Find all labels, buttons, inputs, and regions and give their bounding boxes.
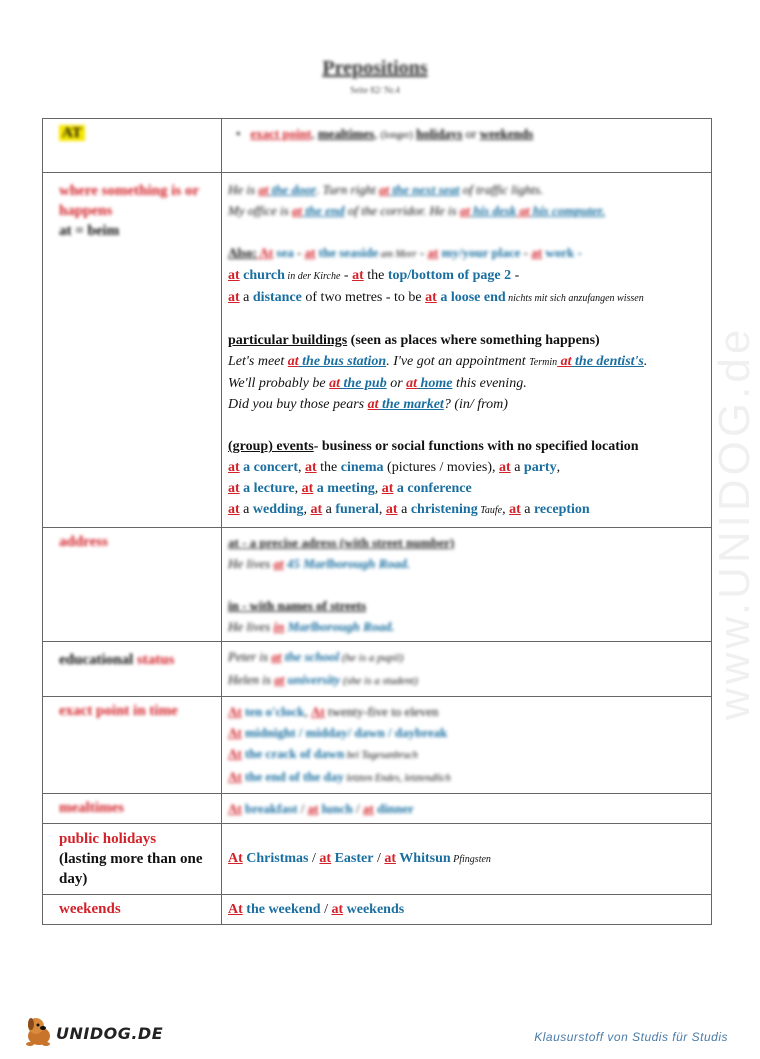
row-where-label-translation: at = beim <box>59 223 120 239</box>
text: at <box>258 182 269 197</box>
text: at <box>228 290 240 305</box>
text: at <box>319 851 332 866</box>
text: a meeting <box>313 481 375 496</box>
text: at <box>499 460 511 475</box>
text: my/your place <box>438 245 521 260</box>
text: his computer. <box>529 203 606 218</box>
text: . Turn right <box>316 182 379 197</box>
text: at <box>352 268 364 283</box>
row-mealtimes <box>43 794 712 824</box>
line <box>228 701 703 722</box>
line <box>228 242 703 265</box>
text: distance <box>252 290 302 305</box>
text: Whitsun <box>396 851 451 866</box>
text: his desk <box>469 203 517 218</box>
text: , <box>297 460 305 475</box>
text: At <box>228 769 242 784</box>
spacer <box>228 415 703 436</box>
text: / <box>373 851 385 866</box>
line: in - with names of streets <box>228 598 367 613</box>
line <box>228 287 703 309</box>
text: home <box>417 376 453 391</box>
text: wedding <box>252 502 304 517</box>
text: , <box>303 502 311 517</box>
text: at <box>425 290 437 305</box>
line <box>228 457 703 478</box>
line <box>228 722 703 743</box>
page-subtitle: Seite 82/ Nr.4 <box>350 85 400 95</box>
spacer <box>228 574 703 595</box>
text: (longer) <box>380 130 413 141</box>
text: party <box>523 460 557 475</box>
text: or <box>386 376 407 391</box>
text: at <box>291 203 303 218</box>
text: in der Kirche <box>284 271 341 282</box>
line <box>228 265 703 287</box>
row-educational-status <box>43 642 712 697</box>
row-address-content <box>222 528 712 642</box>
text: top/bottom of page 2 <box>387 268 512 283</box>
text: at <box>310 502 323 517</box>
text: At <box>228 801 242 816</box>
text: university <box>284 672 341 687</box>
row-holiday-content <box>222 824 712 895</box>
text: - <box>520 245 532 260</box>
text: status <box>133 652 175 668</box>
text: the end of the day <box>241 769 344 784</box>
text: - <box>340 268 353 283</box>
text: of two metres - to be <box>301 290 426 305</box>
text: a <box>239 290 253 305</box>
text: He is <box>228 182 259 197</box>
text: At <box>228 851 243 866</box>
text: a <box>520 502 534 517</box>
text: . <box>643 354 648 369</box>
text: My office is <box>228 203 292 218</box>
line <box>228 616 703 637</box>
line <box>228 373 703 394</box>
text: weekends <box>343 902 405 917</box>
text: at <box>406 376 418 391</box>
row-edu-label <box>43 642 222 697</box>
text: funeral <box>335 502 379 517</box>
row-where-label: where something is or happens <box>59 183 199 219</box>
text: , <box>294 481 302 496</box>
line <box>228 200 703 221</box>
text: at <box>379 182 390 197</box>
line <box>228 179 703 200</box>
text: the dentist's <box>571 354 644 369</box>
row-where-content <box>222 173 712 528</box>
text: mealtimes <box>317 126 375 141</box>
page-title: Prepositions <box>322 57 428 79</box>
text: Helen is <box>228 672 275 687</box>
footer-tagline: Klausurstoff von Studis für Studis <box>534 1030 728 1044</box>
text: nichts mit sich anzufangen wissen <box>505 293 644 304</box>
text: a conference <box>393 481 472 496</box>
line <box>228 499 703 521</box>
line <box>228 743 703 766</box>
text: at <box>531 245 543 260</box>
text: the market <box>378 397 444 412</box>
text: the <box>316 460 341 475</box>
text: Peter is <box>228 649 272 664</box>
text: reception <box>533 502 590 517</box>
text: the pub <box>340 376 387 391</box>
text: at <box>287 354 299 369</box>
text: (she is a student) <box>340 675 418 687</box>
text: at <box>228 502 240 517</box>
text: At <box>228 746 242 761</box>
text: Easter <box>331 851 374 866</box>
text: Marlborough Road. <box>284 619 395 634</box>
row-time-content <box>222 697 712 794</box>
text: at <box>273 556 284 571</box>
row-address-label: address <box>43 528 222 642</box>
text: a <box>510 460 524 475</box>
text: - business or social functions with no specified location <box>313 439 639 454</box>
text: a <box>239 502 253 517</box>
logo-text: UNIDOG.DE <box>56 1024 164 1043</box>
text: at <box>509 502 521 517</box>
line <box>228 394 703 415</box>
text: in <box>273 619 285 634</box>
row-holiday-label-cell <box>43 824 222 895</box>
text: At <box>228 704 242 719</box>
unidog-logo[interactable] <box>22 1014 164 1048</box>
text: letzten Endes, letztendlich <box>343 773 451 784</box>
text: At <box>311 704 325 719</box>
text: christening <box>410 502 478 517</box>
text: (group) events <box>228 439 314 454</box>
text: at <box>427 245 439 260</box>
prepositions-table <box>42 118 712 925</box>
text: He lives <box>228 556 274 571</box>
row-address <box>43 528 712 642</box>
text: bei Tagesanbruch <box>344 750 418 761</box>
text: - <box>511 268 520 283</box>
text: a <box>322 502 336 517</box>
text: Pfingsten <box>450 854 491 865</box>
line <box>228 646 703 669</box>
text: ? (in/ from) <box>443 397 508 412</box>
text: at <box>329 376 341 391</box>
line <box>228 669 703 692</box>
spacer <box>228 221 703 242</box>
text: work - <box>542 245 582 260</box>
text: - <box>416 245 428 260</box>
row-edu-content <box>222 642 712 697</box>
text: at <box>381 481 394 496</box>
row-meal-content <box>222 794 712 824</box>
text: dinner <box>373 801 414 816</box>
text: At <box>256 245 274 260</box>
text: , <box>378 502 386 517</box>
text: 45 Marlborough Road. <box>283 556 411 571</box>
text: weekends <box>479 126 534 141</box>
text: At <box>228 902 243 917</box>
row-holiday-label: public holidays <box>59 831 157 847</box>
text: a lecture <box>239 481 295 496</box>
text: the crack of dawn <box>241 746 345 761</box>
row-where <box>43 173 712 528</box>
text: / <box>320 902 332 917</box>
text: at <box>301 481 314 496</box>
row-weekends <box>43 895 712 925</box>
text: (he is a pupil) <box>339 652 404 664</box>
text: - <box>293 245 305 260</box>
text: sea <box>273 245 294 260</box>
text: at <box>384 851 397 866</box>
text: at <box>367 397 379 412</box>
text: at <box>385 502 398 517</box>
text: the bus station <box>298 354 387 369</box>
row-exact-point-in-time <box>43 697 712 794</box>
text: at <box>331 902 344 917</box>
text: at <box>516 203 530 218</box>
text: Also: <box>228 245 257 260</box>
text: or <box>465 126 477 141</box>
line: at - a precise adress (with street number) <box>228 535 455 550</box>
text: the seaside <box>315 245 379 260</box>
line <box>228 351 703 373</box>
row-weekend-label: weekends <box>43 895 222 925</box>
text: , <box>502 502 510 517</box>
text: , <box>304 704 312 719</box>
text: the <box>363 268 388 283</box>
text: (seen as places where something happens) <box>347 333 600 348</box>
text: cinema <box>340 460 384 475</box>
text: Taufe <box>477 505 503 516</box>
line <box>228 436 703 457</box>
text: lunch <box>318 801 353 816</box>
line <box>228 553 703 574</box>
text: At <box>228 725 242 740</box>
row-holiday-label-note: (lasting more than one day) <box>59 851 203 887</box>
row-public-holidays <box>43 824 712 895</box>
text: at <box>228 460 240 475</box>
text: at <box>274 672 285 687</box>
text: the school <box>281 649 340 664</box>
text: at <box>304 245 316 260</box>
text: the weekend <box>242 902 321 917</box>
dog-icon <box>22 1014 56 1048</box>
text: educational <box>59 652 134 668</box>
line <box>228 478 703 499</box>
text: at <box>304 460 317 475</box>
text: Termin <box>529 357 558 368</box>
text: ten o'clock <box>241 704 305 719</box>
text: twenty-five to eleven <box>324 704 439 719</box>
text: , <box>556 460 561 475</box>
text: / <box>352 801 363 816</box>
text: this evening. <box>452 376 527 391</box>
row-at-label: AT <box>59 125 85 141</box>
row-at-label-cell <box>43 119 222 173</box>
text: at <box>307 801 319 816</box>
text: a <box>397 502 411 517</box>
line <box>228 766 703 789</box>
line <box>228 330 703 351</box>
text: church <box>239 268 285 283</box>
text: a loose end <box>436 290 506 305</box>
text: at <box>228 268 240 283</box>
text: Let's meet <box>228 354 288 369</box>
text: / <box>297 801 308 816</box>
text: am Meer <box>378 249 417 260</box>
text: (pictures / movies), <box>383 460 500 475</box>
text: a concert <box>239 460 298 475</box>
text: at <box>228 481 240 496</box>
text: at <box>362 801 374 816</box>
text: the end <box>302 203 345 218</box>
text: holidays <box>416 126 463 141</box>
text: the door <box>268 182 317 197</box>
text: exact point <box>250 126 312 141</box>
row-time-label: exact point in time <box>43 697 222 794</box>
text: He lives <box>228 619 274 634</box>
text: the next seat <box>389 182 460 197</box>
row-at-content: • exact point, mealtimes, (longer) holidays or weekends <box>222 119 712 173</box>
text: at <box>557 354 572 369</box>
text: of traffic lights. <box>459 182 544 197</box>
text: at <box>271 649 282 664</box>
text: breakfast <box>241 801 298 816</box>
row-at <box>43 119 712 173</box>
watermark-text: www.UNIDOG.de <box>710 325 759 720</box>
text: at <box>459 203 470 218</box>
text: / <box>308 851 320 866</box>
text: Christmas <box>242 851 309 866</box>
row-weekend-content <box>222 895 712 925</box>
text: . I've got an appointment <box>386 354 530 369</box>
text: , <box>374 481 382 496</box>
text: midnight / midday/ dawn / daybreak <box>241 725 448 740</box>
spacer <box>228 309 703 330</box>
text: Did you buy those pears <box>228 397 368 412</box>
text: particular buildings <box>228 333 348 348</box>
row-meal-label: mealtimes <box>43 794 222 824</box>
row-where-label-cell <box>43 173 222 528</box>
text: We'll probably be <box>228 376 330 391</box>
bullet: • <box>236 126 241 141</box>
text: of the corridor. He is <box>344 203 460 218</box>
